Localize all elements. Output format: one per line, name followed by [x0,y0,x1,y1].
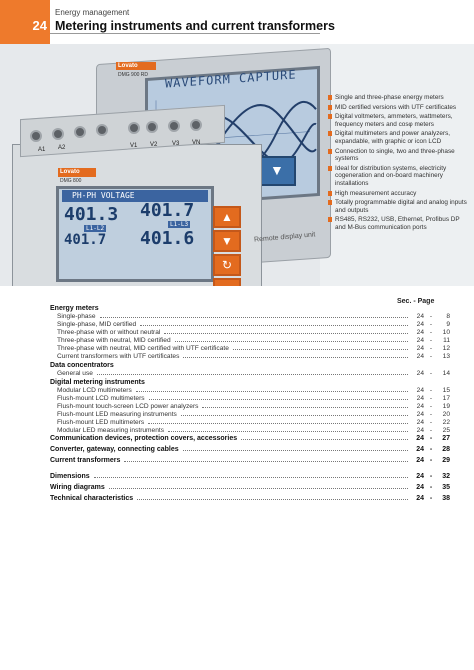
toc-section-number: 24 [416,484,424,491]
lcd-reading-value: 401.6 [140,228,195,249]
toc-entry-label: Flush-mount LED measuring instruments [57,411,177,418]
toc-leader-dots [164,330,408,334]
toc-separator: - [429,495,433,502]
lcd-reading-label: L1-L2 [86,225,105,232]
front-device-model: DMG 800 [60,178,82,184]
triangle-up-icon: ▲ [221,210,233,224]
toc-main-entry[interactable] [50,435,450,446]
toc-separator: - [429,329,433,336]
feature-item: MID certified versions with UTF certificates [328,104,468,112]
toc-entry-label: Current transformers with UTF certificates [57,353,180,360]
terminal-screw [168,120,180,132]
lcd-reading-value: 401.7 [64,232,107,248]
terminal-label: A1 [38,147,46,153]
toc-separator: - [429,337,433,344]
bullet-icon [328,105,332,110]
toc-section-number: 24 [416,345,424,352]
terminal-label: VN [192,140,201,146]
toc-group-title: Energy meters [50,305,99,312]
toc-entry-label: Communication devices, protection covers, accessories [50,435,238,442]
toc-section-number: 24 [416,329,424,336]
toc-separator: - [429,484,433,491]
toc-entry-label: Single-phase, MID certified [57,321,137,328]
back-device-brand: Lovato [116,62,156,70]
toc-section-number: 24 [416,495,424,502]
toc-section-number: 24 [416,435,424,442]
header-divider [50,33,320,34]
front-extra-button [213,278,241,286]
table-of-contents [50,304,450,506]
section-number-box: 24 [0,0,50,44]
toc-page-number: 10 [442,329,450,336]
toc-leader-dots [100,314,409,318]
bullet-icon [328,200,332,205]
toc-group-title: Data concentrators [50,362,114,369]
feature-item: Digital multimeters and power analyzers, expandable, with graphic or icon LCD [328,130,468,145]
page-title: Metering instruments and current transformers [55,19,335,33]
toc-section-number: 24 [416,370,424,377]
waveform-screen-title: WAVEFORM CAPTURE [165,67,297,91]
lcd-screen-title: PH-PH VOLTAGE [62,190,208,202]
bullet-icon [328,191,332,196]
toc-entry[interactable] [50,395,450,403]
toc-section-number: 24 [416,337,424,344]
toc-separator: - [429,435,433,442]
toc-section-number: 24 [416,395,424,402]
toc-page-number: 38 [442,495,450,502]
toc-entry-label: Technical characteristics [50,495,134,502]
toc-page-number: 27 [442,435,450,442]
back-device-model: DMG 900 RD [118,72,149,78]
toc-separator: - [429,427,433,434]
toc-entry[interactable] [50,313,450,321]
toc-main-entry[interactable] [50,446,450,457]
toc-page-number: 14 [442,370,450,377]
terminal-label: V1 [130,143,138,149]
toc-separator: - [429,419,433,426]
feature-item: RS485, RS232, USB, Ethernet, Profibus DP and M-Bus communication ports [328,216,468,231]
toc-main-entry[interactable] [50,484,450,495]
toc-entry[interactable] [50,387,450,395]
toc-entry-label: General use [57,370,93,377]
refresh-icon: ↻ [221,258,233,272]
toc-entry[interactable] [50,370,450,378]
toc-page-number: 25 [442,427,450,434]
toc-separator: - [429,370,433,377]
lcd-reading-value: 401.7 [140,200,195,221]
terminal-screw [30,130,42,142]
toc-entry-label: Modular LCD multimeters [57,387,132,394]
toc-section-number: 24 [416,403,424,410]
toc-entry-label: Three-phase with neutral, MID certified [57,337,171,344]
toc-leader-dots [181,412,408,416]
terminal-screw [190,119,202,131]
toc-separator: - [429,345,433,352]
bullet-icon [328,95,332,100]
terminal-label: V2 [150,142,158,148]
toc-page-number: 17 [442,395,450,402]
toc-page-number: 22 [442,419,450,426]
toc-leader-dots [97,371,408,375]
toc-section-number: 24 [416,353,424,360]
toc-section-number: 24 [416,446,424,453]
toc-main-entry[interactable] [50,495,450,506]
toc-page-number: 11 [443,337,450,344]
feature-item: Digital voltmeters, ammeters, wattmeters, frequency meters and cosφ meters [328,113,468,128]
toc-separator: - [429,457,433,464]
toc-section-number: 24 [416,387,424,394]
bullet-icon [328,114,332,119]
front-up-button [213,206,241,228]
toc-separator: - [429,473,433,480]
feature-item: Single and three-phase energy meters [328,94,468,102]
toc-leader-dots [148,420,408,424]
toc-entry[interactable] [50,427,450,435]
toc-leader-dots [149,396,408,400]
toc-entry-label: Modular LED measuring instruments [57,427,165,434]
toc-section-number: 24 [416,457,424,464]
toc-separator: - [429,411,433,418]
toc-section-number: 24 [416,411,424,418]
terminal-screw [96,124,108,136]
toc-leader-dots [136,388,408,392]
toc-entry-label: Three-phase with neutral, MID certified with UTF certificate [57,345,229,352]
toc-entry-label: Single-phase [57,313,96,320]
feature-item: Totally programmable digital and analog inputs and outputs [328,199,468,214]
front-down-button [213,230,241,252]
terminal-screw [52,128,64,140]
lcd-reading-label: L1-L3 [170,221,189,228]
toc-entry-label: Flush-mount LED multimeters [57,419,145,426]
terminal-screw [74,126,86,138]
toc-page-number: 35 [442,484,450,491]
toc-section-number: 24 [416,419,424,426]
toc-column-header: Sec. - Page [397,298,435,305]
toc-entry-label: Flush-mount LCD multimeters [57,395,145,402]
toc-leader-dots [140,322,408,326]
toc-leader-dots [109,485,408,489]
toc-group-title: Digital metering instruments [50,379,145,386]
feature-item: Connection to single, two and three-phase systems [328,148,468,163]
toc-entry-label: Dimensions [50,473,90,480]
terminal-label: A2 [58,145,66,151]
remote-display-caption: Remote display unit [253,231,316,244]
section-kicker: Energy management [55,8,130,17]
terminal-screw [128,122,140,134]
toc-section-number: 24 [416,427,424,434]
feature-list [328,94,468,234]
toc-entry-label: Wiring diagrams [50,484,105,491]
terminal-screw [146,121,158,133]
toc-separator: - [429,353,433,360]
front-device-brand: Lovato [58,168,96,177]
feature-item: High measurement accuracy [328,190,468,198]
toc-separator: - [429,321,433,328]
feature-item: Ideal for distribution systems, electricity cogeneration and on-board machinery installations [328,165,468,188]
toc-page-number: 15 [442,387,450,394]
toc-separator: - [429,403,433,410]
toc-leader-dots [202,404,408,408]
toc-section-number: 24 [416,313,424,320]
toc-entry[interactable] [50,419,450,427]
toc-page-number: 8 [446,313,450,320]
bullet-icon [328,149,332,154]
toc-entry[interactable] [50,321,450,329]
toc-entry[interactable] [50,329,450,337]
front-refresh-button [213,254,241,276]
toc-leader-dots [183,354,408,358]
toc-entry-label: Converter, gateway, connecting cables [50,446,179,453]
toc-leader-dots [124,458,408,462]
toc-page-number: 20 [442,411,450,418]
toc-separator: - [429,395,433,402]
toc-leader-dots [175,338,408,342]
toc-entry[interactable] [50,403,450,411]
bullet-icon [328,131,332,136]
toc-separator: - [429,446,433,453]
toc-entry[interactable] [50,345,450,353]
bullet-icon [328,166,332,171]
toc-leader-dots [94,474,408,478]
toc-page-number: 29 [442,457,450,464]
toc-entry-label: Current transformers [50,457,121,464]
toc-page-number: 12 [442,345,450,352]
toc-page-number: 9 [446,321,450,328]
toc-entry[interactable] [50,337,450,345]
toc-leader-dots [168,428,408,432]
toc-leader-dots [241,436,408,440]
toc-page-number: 32 [442,473,450,480]
toc-entry[interactable] [50,411,450,419]
toc-entry-label: Three-phase with or without neutral [57,329,161,336]
triangle-down-icon-2: ▼ [270,162,284,178]
terminal-label: V3 [172,141,180,147]
triangle-down-icon: ▼ [221,234,233,248]
toc-separator: - [429,387,433,394]
toc-page-number: 19 [442,403,450,410]
toc-entry-label: Flush-mount touch-screen LCD power analyzers [57,403,199,410]
toc-leader-dots [137,496,408,500]
bullet-icon [328,217,332,222]
page-header [0,0,474,44]
toc-entry[interactable] [50,353,450,361]
toc-page-number: 28 [442,446,450,453]
lcd-reading-value: 401.3 [64,204,119,225]
toc-main-entry[interactable] [50,457,450,468]
toc-separator: - [429,313,433,320]
toc-main-entry[interactable] [50,473,450,484]
toc-leader-dots [233,346,408,350]
toc-leader-dots [183,447,408,451]
toc-section-number: 24 [416,473,424,480]
toc-section-number: 24 [416,321,424,328]
toc-page-number: 13 [442,353,450,360]
